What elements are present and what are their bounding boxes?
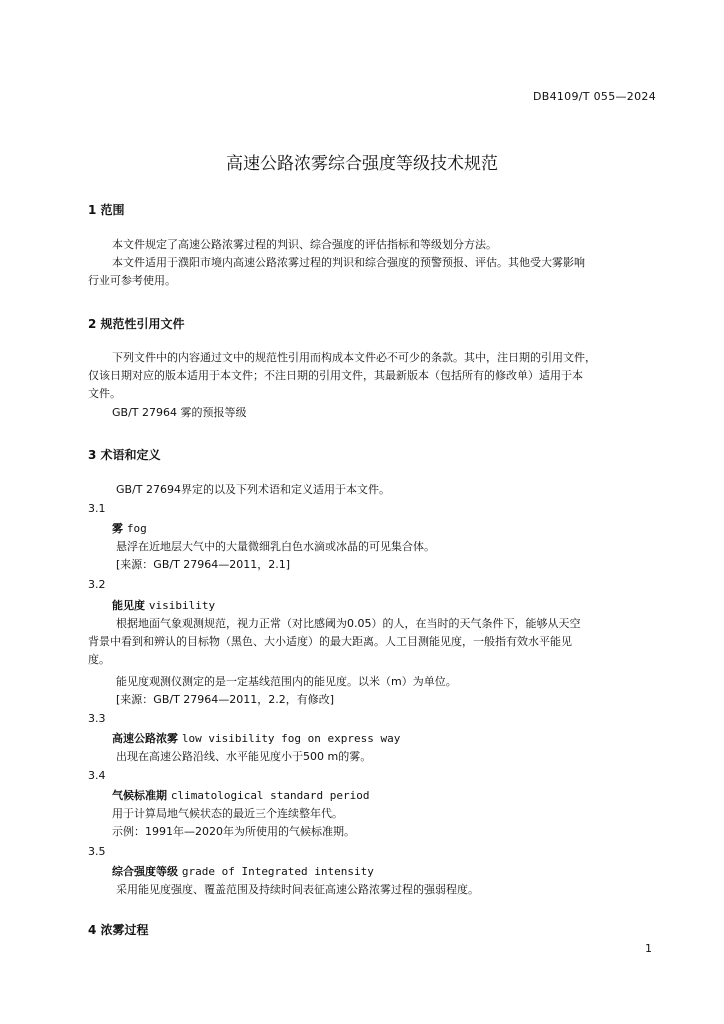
section-2-paragraph-line-3: 文件。	[88, 387, 121, 400]
term-definition-line-2: 背景中看到和辨认的目标物（黑色、大小适度）的最大距离。人工目测能见度，一般指有效水平能见	[88, 635, 572, 648]
term-number: 3.3	[88, 712, 106, 725]
term-definition-line-3: 度。	[88, 653, 110, 666]
section-1-paragraph-2-line-1: 本文件适用于濮阳市境内高速公路浓雾过程的判识和综合强度的预警预报、评估。其他受大雾影响	[112, 256, 585, 269]
section-2-heading: 2 规范性引用文件	[88, 317, 185, 331]
term-note: 能见度观测仪测定的是一定基线范围内的能见度。以米（m）为单位。	[116, 675, 457, 688]
document-title: 高速公路浓雾综合强度等级技术规范	[226, 154, 498, 174]
term-title	[112, 730, 400, 746]
section-2-paragraph-line-2: 仅该日期对应的版本适用于本文件；不注日期的引用文件，其最新版本（包括所有的修改单）适用于本	[88, 369, 583, 382]
term-title	[112, 520, 147, 536]
term-definition: 用于计算局地气候状态的最近三个连续整年代。	[112, 807, 343, 820]
section-1-paragraph-2-line-2: 行业可参考使用。	[88, 274, 176, 287]
term-en: fog	[126, 522, 147, 535]
section-1-heading: 1 范围	[88, 203, 125, 217]
section-2-paragraph-line-1: 下列文件中的内容通过文中的规范性引用而构成本文件必不可少的条款。其中，注日期的引用文件，	[112, 351, 596, 364]
term-title	[112, 863, 374, 879]
standard-number: DB4109/T 055—2024	[532, 90, 656, 103]
term-definition: 出现在高速公路沿线、水平能见度小于500 m的雾。	[116, 750, 372, 763]
term-definition: 悬浮在近地层大气中的大量微细乳白色水滴或冰晶的可见集合体。	[116, 540, 435, 553]
term-cn: 高速公路浓雾	[112, 732, 178, 745]
term-en: low visibility fog on express way	[181, 732, 401, 745]
section-3-intro: GB/T 27694界定的以及下列术语和定义适用于本文件。	[116, 483, 390, 496]
term-source: [来源：GB/T 27964—2011，2.2，有修改]	[116, 693, 335, 706]
page-number: 1	[645, 942, 652, 955]
term-en: visibility	[148, 599, 216, 612]
term-cn: 雾	[112, 522, 123, 535]
term-number: 3.2	[88, 578, 106, 591]
term-definition: 采用能见度强度、覆盖范围及持续时间表征高速公路浓雾过程的强弱程度。	[116, 883, 479, 896]
term-definition-line-1: 根据地面气象观测规范，视力正常（对比感阈为0.05）的人，在当时的天气条件下，能够从天空	[116, 617, 581, 630]
section-4-heading: 4 浓雾过程	[88, 923, 149, 937]
term-en: grade of Integrated intensity	[181, 865, 374, 878]
term-cn: 综合强度等级	[112, 865, 178, 878]
term-source: [来源：GB/T 27964—2011，2.1]	[116, 558, 291, 571]
term-title	[112, 597, 215, 613]
term-title	[112, 787, 370, 803]
term-en: climatological standard period	[170, 789, 370, 802]
term-cn: 能见度	[112, 599, 145, 612]
term-number: 3.1	[88, 502, 106, 515]
term-cn: 气候标准期	[112, 789, 167, 802]
term-number: 3.4	[88, 769, 106, 782]
section-3-heading: 3 术语和定义	[88, 448, 161, 462]
normative-reference: GB/T 27964 雾的预报等级	[112, 406, 247, 419]
term-number: 3.5	[88, 845, 106, 858]
term-example: 示例：1991年—2020年为所使用的气候标准期。	[112, 825, 355, 838]
section-1-paragraph-1: 本文件规定了高速公路浓雾过程的判识、综合强度的评估指标和等级划分方法。	[112, 238, 497, 251]
